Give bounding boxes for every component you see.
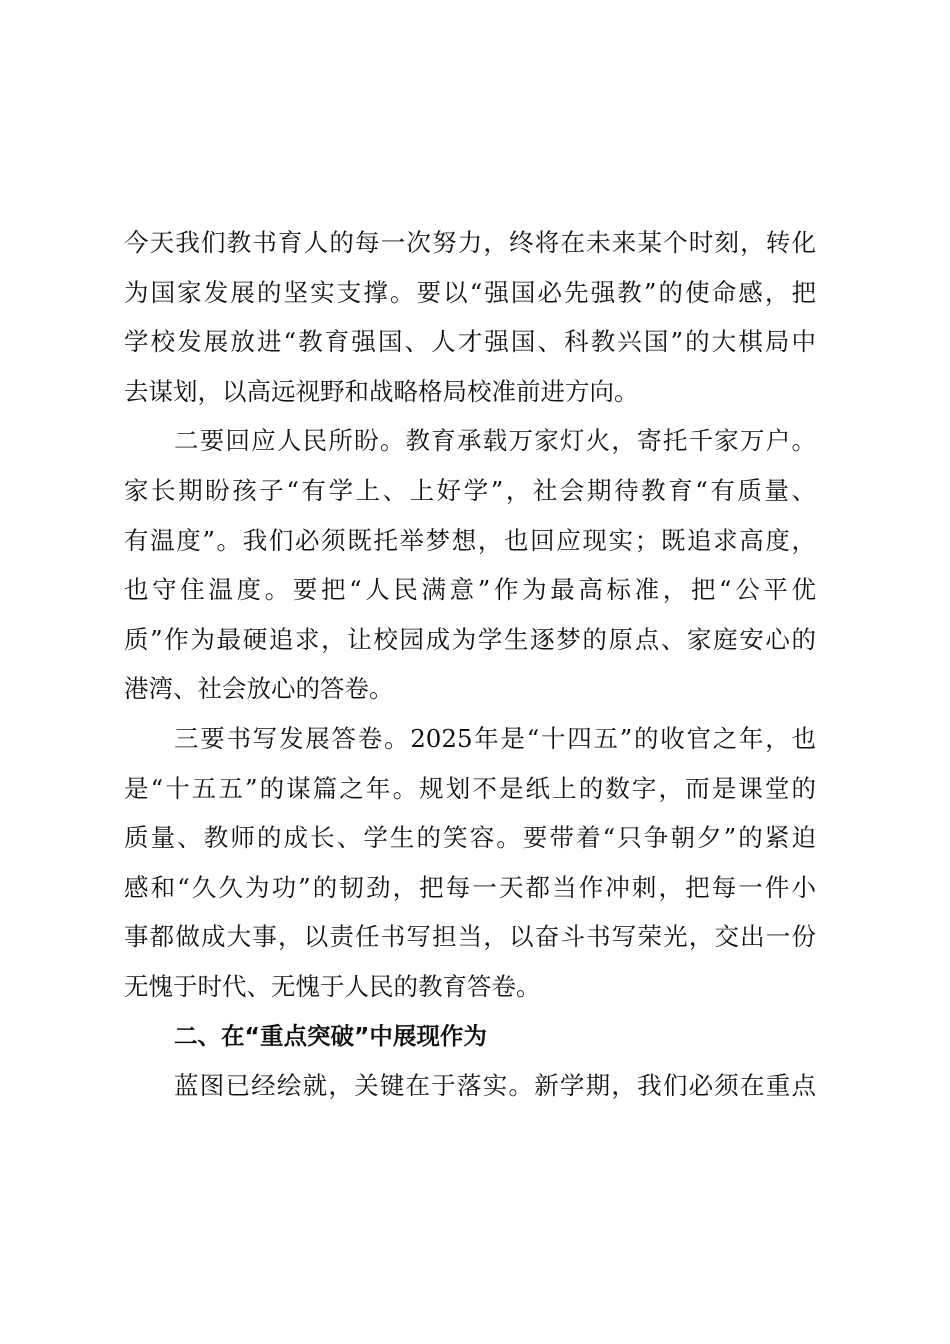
paragraph-line: 为国家发展的坚实支撑。要以“强国必先强教”的使命感，把 (124, 277, 816, 307)
paragraph-line: 质量、教师的成长、学生的笑容。要带着“只争朝夕”的紧迫 (124, 823, 816, 853)
paragraph-line: 感和“久久为功”的韧劲，把每一天都当作冲刺，把每一件小 (124, 872, 816, 902)
paragraph-line: 无愧于时代、无愧于人民的教育答卷。 (124, 971, 541, 1001)
paragraph-line: 是“十五五”的谋篇之年。规划不是纸上的数字，而是课堂的 (124, 773, 816, 803)
paragraph-line: 去谋划，以高远视野和战略格局校准前进方向。 (124, 376, 639, 406)
paragraph-line: 质”作为最硬追求，让校园成为学生逐梦的原点、家庭安心的 (124, 624, 816, 654)
paragraph-line: 家长期盼孩子“有学上、上好学”，社会期待教育“有质量、 (124, 475, 816, 505)
body-text (124, 218, 816, 1111)
paragraph-line: 也守住温度。要把“人民满意”作为最高标准，把“公平优 (124, 575, 816, 605)
paragraph-line: 二要回应人民所盼。教育承载万家灯火，寄托千家万户。 (174, 426, 816, 456)
paragraph-line: 有温度”。我们必须既托举梦想，也回应现实；既追求高度， (124, 525, 816, 555)
paragraph-line: 事都做成大事，以责任书写担当，以奋斗书写荣光，交出一份 (124, 922, 816, 952)
paragraph-line: 港湾、社会放心的答卷。 (124, 674, 394, 704)
paragraph-line: 今天我们教书育人的每一次努力，终将在未来某个时刻，转化 (124, 228, 816, 257)
paragraph-line: 三要书写发展答卷。2025年是“十四五”的收官之年，也 (174, 723, 816, 753)
section-heading: 二、在“重点突破”中展现作为 (174, 1021, 487, 1050)
paragraph-line: 蓝图已经绘就，关键在于落实。新学期，我们必须在重点 (174, 1071, 816, 1101)
paragraph-line: 学校发展放进“教育强国、人才强国、科教兴国”的大棋局中 (124, 327, 816, 357)
